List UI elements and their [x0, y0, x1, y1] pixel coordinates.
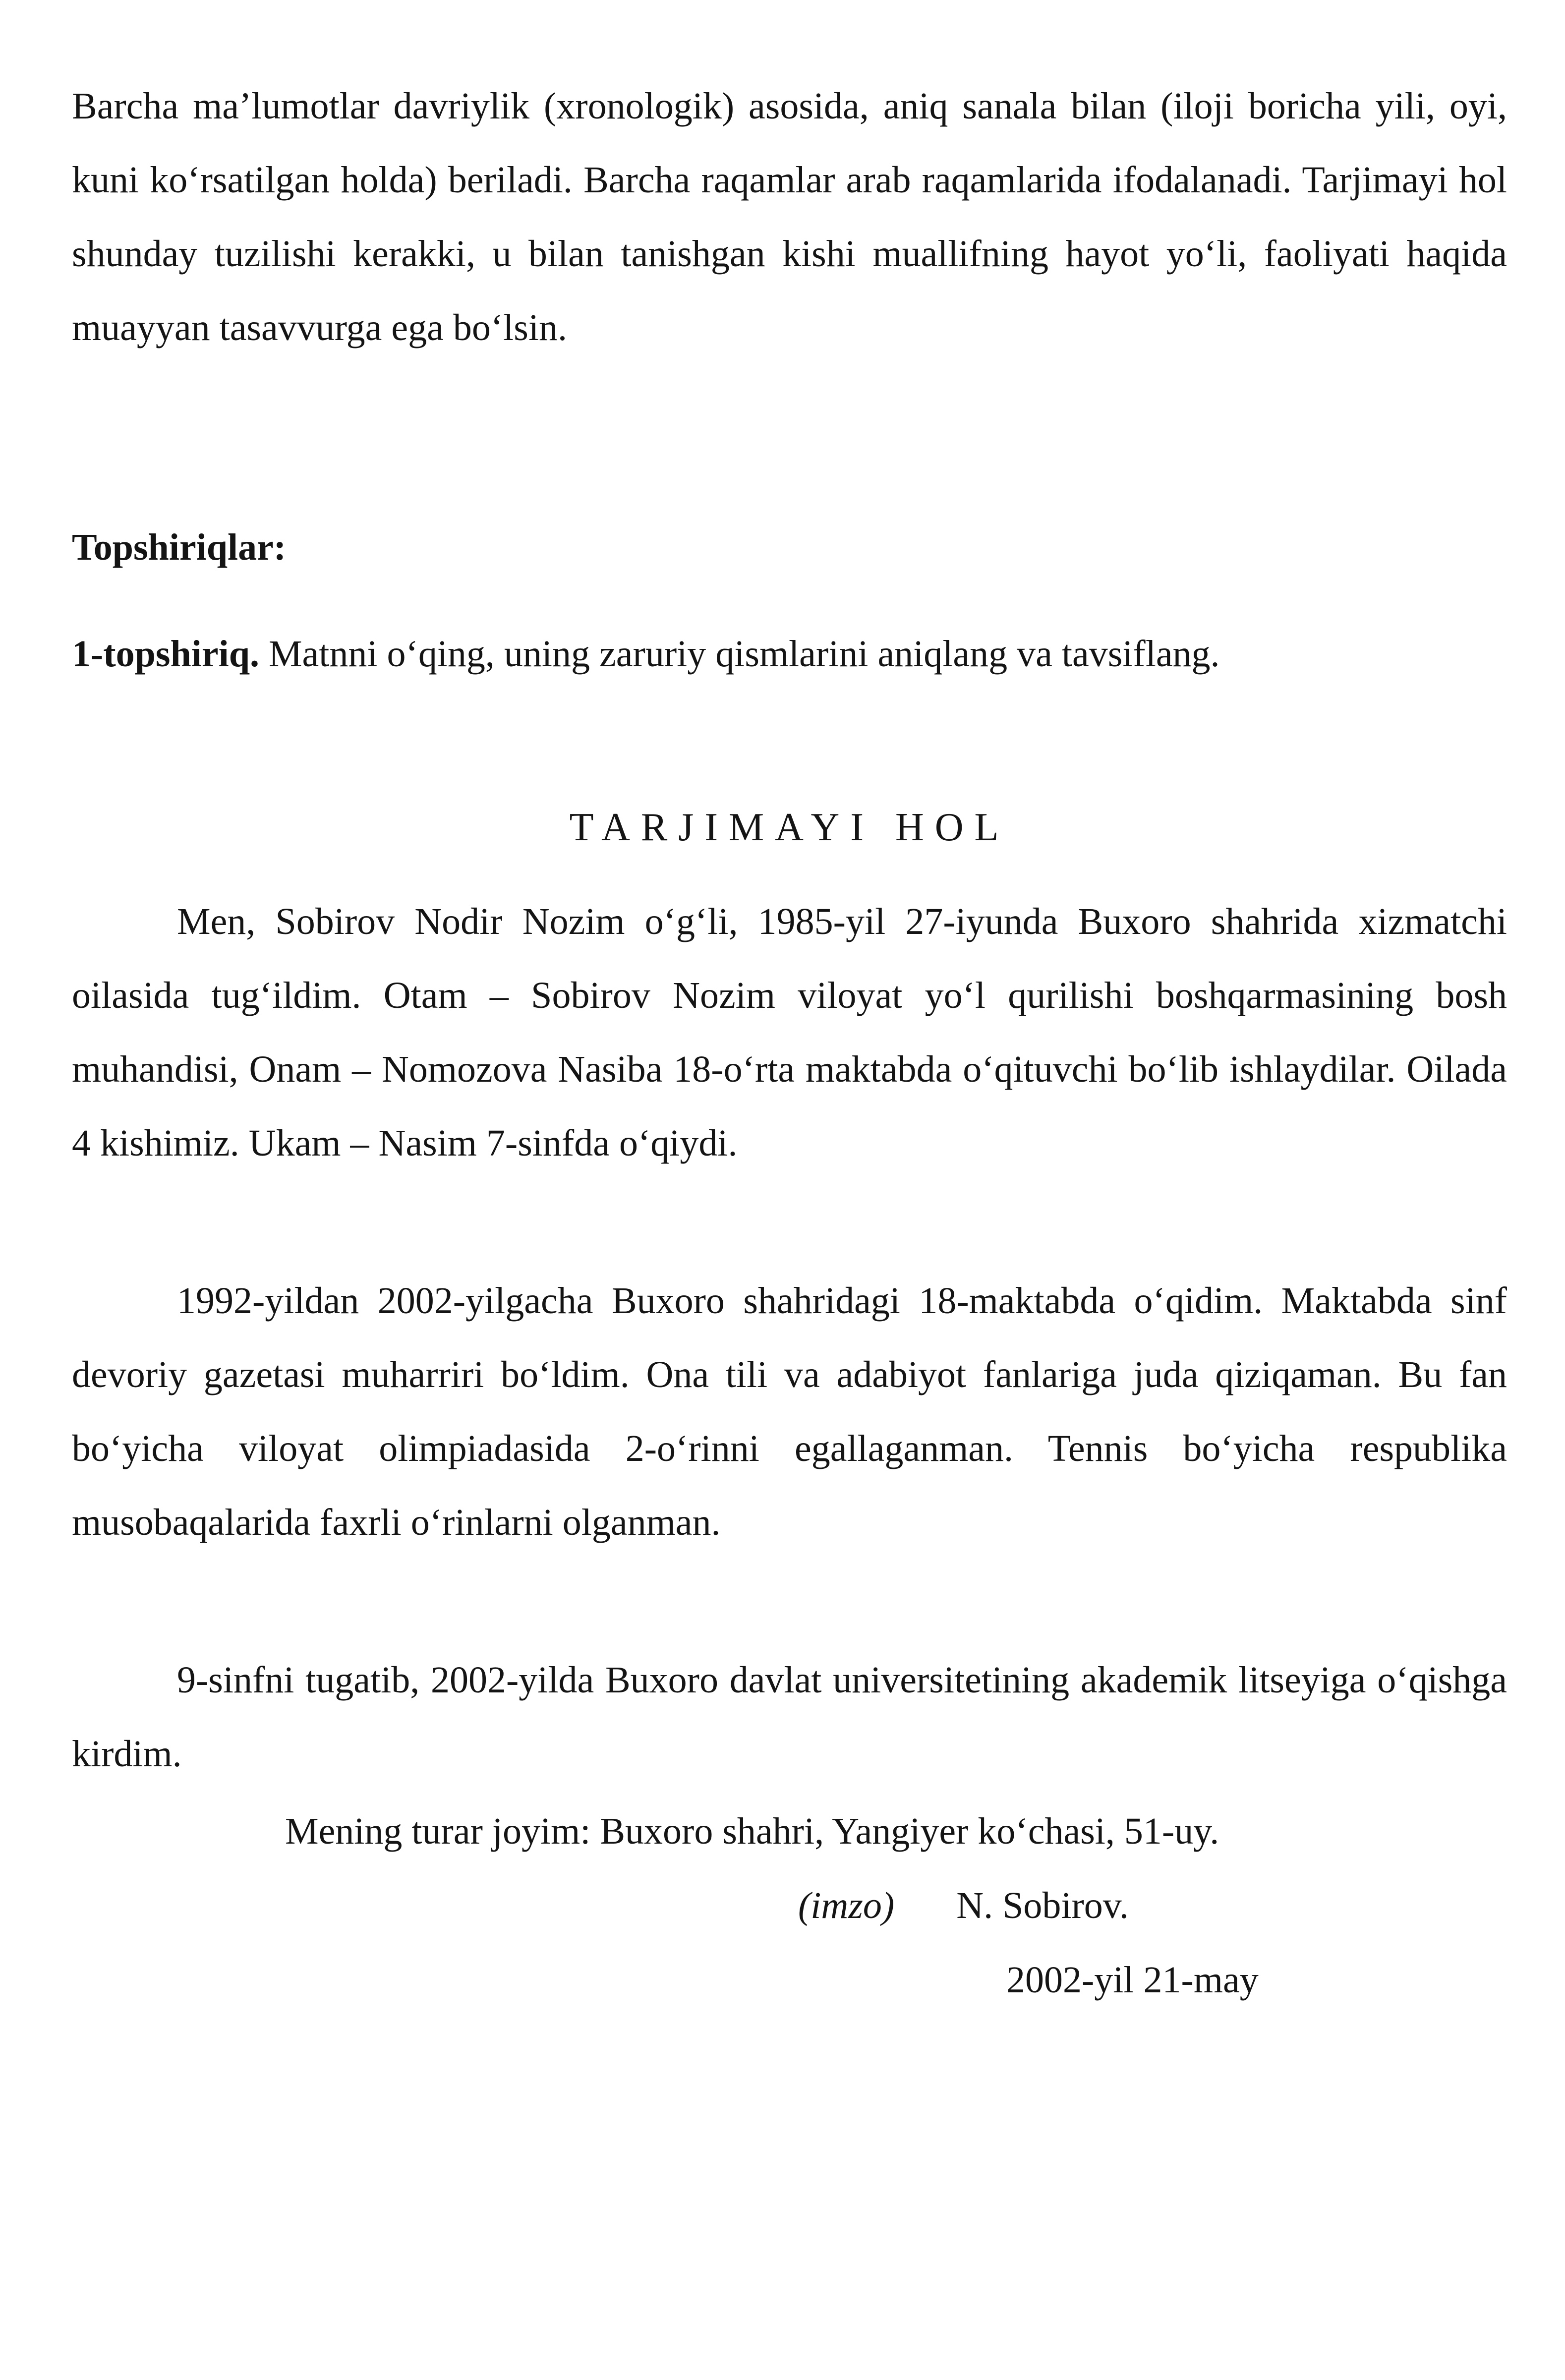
task-1-label: 1-topshiriq. — [72, 633, 259, 675]
signature-line — [798, 1869, 1393, 1943]
biography-paragraph-3: 9-sinfni tugatib, 2002-yilda Buxoro davlat universitetining akademik litseyiga o‘qishga kirdim. — [72, 1659, 1507, 1775]
biography-paragraph-2: 1992-yildan 2002-yilgacha Buxoro shahridagi 18-maktabda o‘qidim. Maktabda sinf devoriy gazetasi muharriri bo‘ldim. Ona tili va adabiyot fanlariga juda qiziqaman. Bu fan bo‘yicha viloyat olimpiadasida 2-o‘rinni egallaganman. Tennis bo‘yicha respublika musobaqalarida faxrli o‘rinlarni olganman. — [72, 1280, 1507, 1543]
tasks-heading: Topshiriqlar: — [72, 526, 287, 568]
task-1-text: Matnni o‘qing, uning zaruriy qismlarini aniqlang va tavsiflang. — [268, 633, 1220, 675]
biography-paragraph-1: Men, Sobirov Nodir Nozim o‘g‘li, 1985-yil 27-iyunda Buxoro shahrida xizmatchi oilasida tug‘ildim. Otam – Sobirov Nozim viloyat yo‘l qurilishi boshqarmasining bosh muhandisi, Onam – Nomozova Nasiba 18-o‘rta maktabda o‘qituvchi bo‘lib ishlaydilar. Oilada 4 kishimiz. Ukam – Nasim 7-sinfda o‘qiydi. — [72, 901, 1507, 1164]
document-date: 2002-yil 21-may — [1006, 1959, 1259, 2001]
task-1 — [72, 617, 1507, 691]
signature-name: N. Sobirov. — [956, 1885, 1129, 1926]
address-line: Mening turar joyim: Buxoro shahri, Yangiyer ko‘chasi, 51-uy. — [285, 1810, 1219, 1852]
intro-paragraph: Barcha ma’lumotlar davriylik (xronologik) asosida, aniq sanala bilan (iloji boricha yili, oyi, kuni ko‘rsatilgan holda) beriladi. Barcha raqamlar arab raqamlarida ifodalanadi. Tarjimayi hol shunday tuzilishi kerakki, u bilan tanishgan kishi muallifning hayot yo‘li, faoliyati haqida muayyan tasavvurga ega bo‘lsin. — [72, 85, 1507, 348]
signature-placeholder: (imzo) — [798, 1885, 895, 1926]
document-title: TARJIMAYI HOL — [569, 806, 1010, 849]
